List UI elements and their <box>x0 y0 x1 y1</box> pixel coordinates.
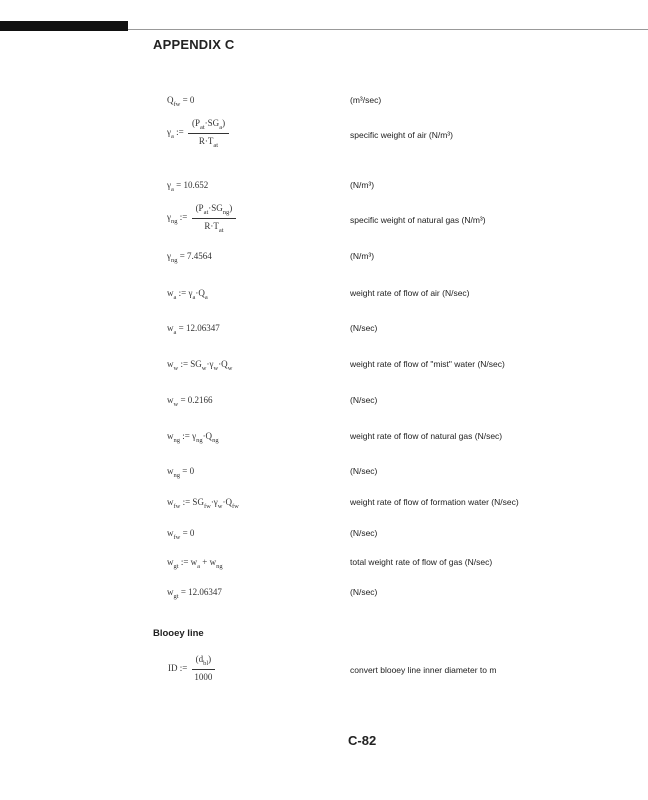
appendix-title: APPENDIX C <box>153 37 235 52</box>
equation-description: (N/sec) <box>350 395 378 405</box>
equation: $w_{fw} = 0$ <box>167 528 195 541</box>
equation: $w_a = 12.06347$ <box>167 323 220 336</box>
equation-description: weight rate of flow of "mist" water (N/sec) <box>350 359 505 369</box>
equation: $Q_{fw} = 0$ <box>167 95 195 108</box>
equation: $w_{gt} = 12.06347$ <box>167 587 222 600</box>
equation: $\gamma_{ng} = 7.4564$ <box>167 251 212 264</box>
equation: $w_{ng} = 0$ <box>167 466 195 479</box>
equation: $w_{fw}$ := $SG_{fw}\cdot\gamma_w\cdot Q_{fw}$ <box>167 497 239 510</box>
equation-description: (N/sec) <box>350 528 378 538</box>
equation: $\gamma_{ng}$ := $\frac{(P_{at}\cdot SG_{ng})}{R\cdot T_{at}}$ <box>167 203 236 234</box>
equation-description: specific weight of air (N/m³) <box>350 130 453 140</box>
equation-description: (N/sec) <box>350 587 378 597</box>
equation: $w_{gt}$ := $w_a + w_{ng}$ <box>167 557 223 570</box>
header-bar <box>0 21 128 31</box>
equation: $w_a$ := $\gamma_a\cdot Q_a$ <box>167 288 208 301</box>
equation-description: total weight rate of flow of gas (N/sec) <box>350 557 493 567</box>
equation: $\gamma_a = 10.652$ <box>167 180 209 193</box>
fraction: $\frac{(d_{bl})}{1000}$ <box>192 654 216 682</box>
fraction: $\frac{(P_{at}\cdot SG_a)}{R\cdot T_{at}}$ <box>188 118 229 149</box>
page-number: C-82 <box>348 733 377 748</box>
equation-description: (N/m³) <box>350 251 375 261</box>
equation-description: specific weight of natural gas (N/m³) <box>350 215 486 225</box>
fraction: $\frac{(P_{at}\cdot SG_{ng})}{R\cdot T_{at}}$ <box>192 203 237 234</box>
equation: $w_{ng}$ := $\gamma_{ng}\cdot Q_{ng}$ <box>167 431 219 444</box>
equation: ID := $\frac{(d_{bl})}{1000}$ <box>168 654 215 682</box>
equation-description: (N/m³) <box>350 180 375 190</box>
equation-description: weight rate of flow of natural gas (N/sec) <box>350 431 503 441</box>
equation-description: (m³/sec) <box>350 95 382 105</box>
section-heading: Blooey line <box>153 628 204 639</box>
equation-description: weight rate of flow of formation water (N/sec) <box>350 497 519 507</box>
equation: $w_w$ := $SG_w\cdot\gamma_w\cdot Q_w$ <box>167 359 233 372</box>
equation-description: weight rate of flow of air (N/sec) <box>350 288 470 298</box>
equation-description: convert blooey line inner diameter to m <box>350 665 497 675</box>
equation-description: (N/sec) <box>350 323 378 333</box>
equation: $\gamma_a$ := $\frac{(P_{at}\cdot SG_a)}{R\cdot T_{at}}$ <box>167 118 229 149</box>
equation: $w_w = 0.2166$ <box>167 395 213 408</box>
header-rule <box>128 29 648 30</box>
equation-description: (N/sec) <box>350 466 378 476</box>
